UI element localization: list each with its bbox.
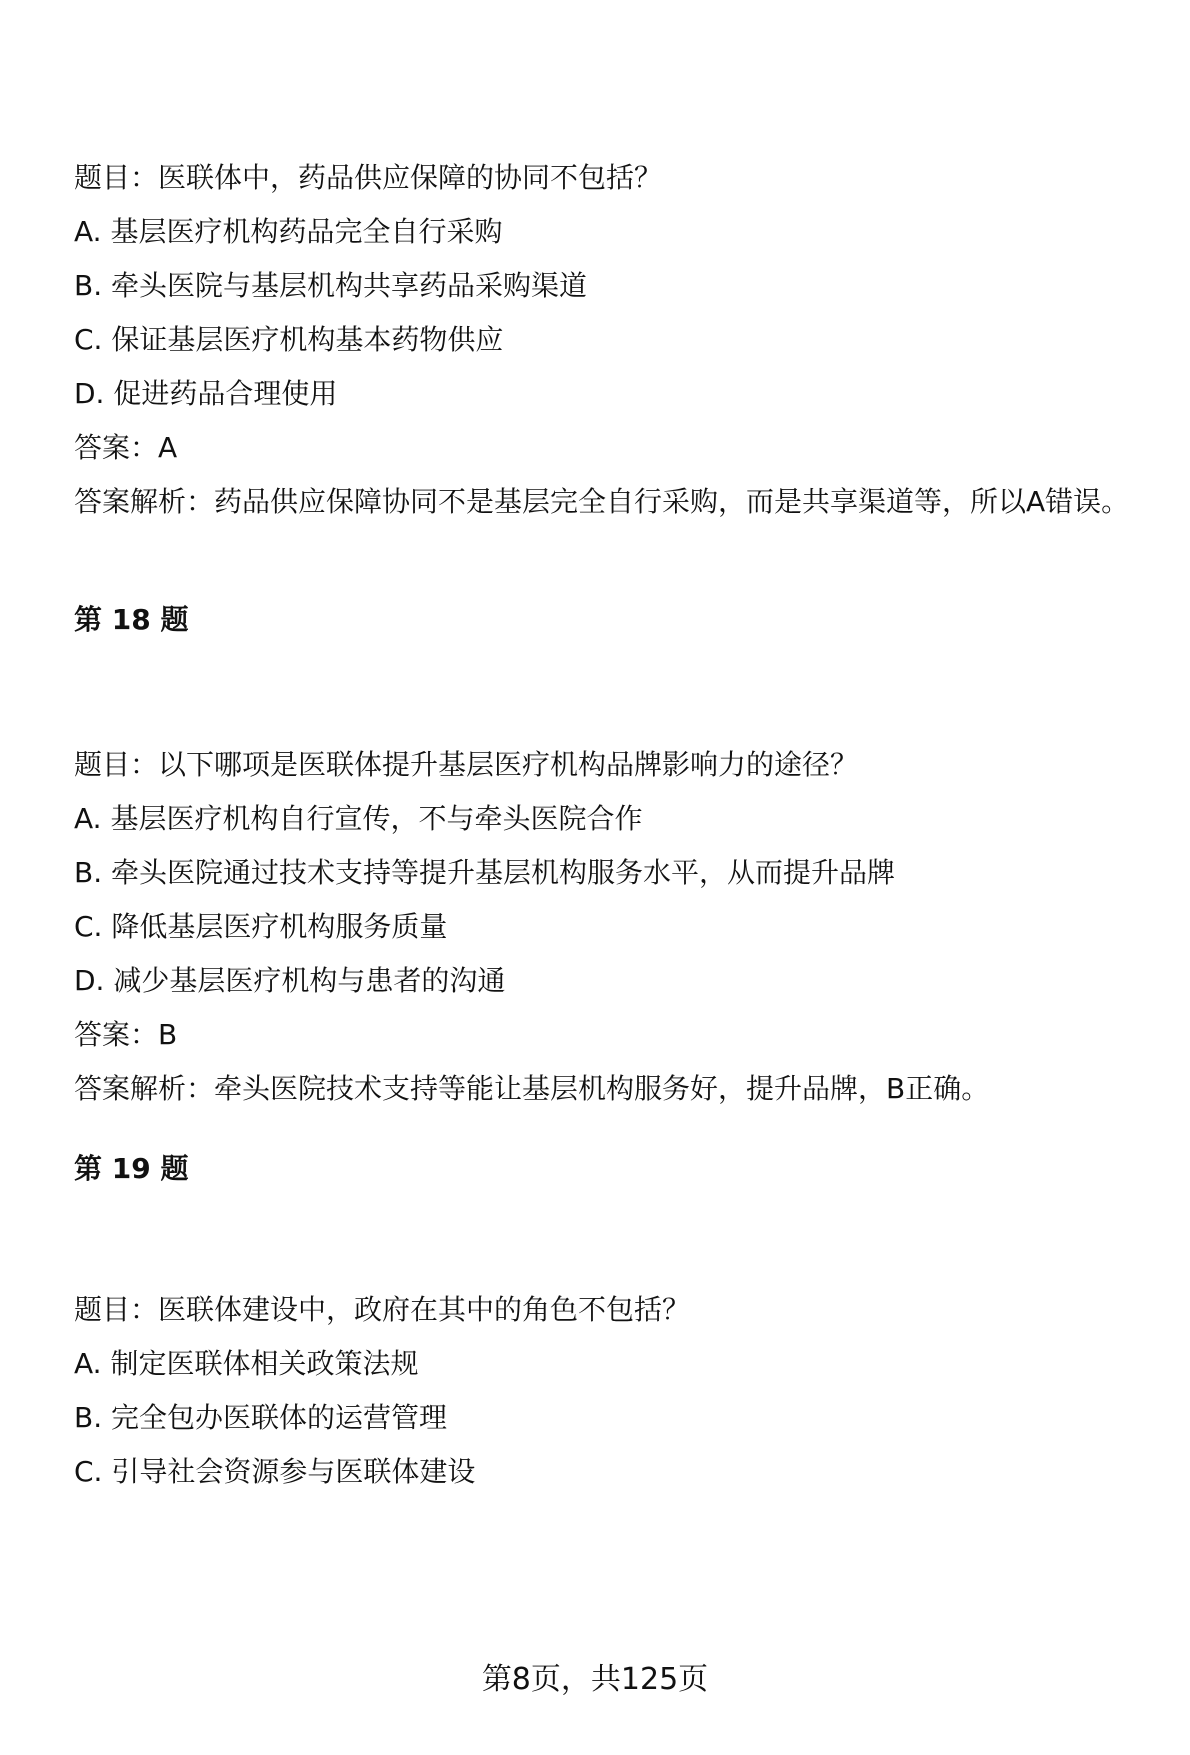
option-b: B. 牵头医院与基层机构共享药品采购渠道 [74,269,588,302]
answer-text: 答案：A [74,431,178,464]
question-text: 题目：医联体建设中，政府在其中的角色不包括？ [74,1293,691,1326]
option-d: D. 减少基层医疗机构与患者的沟通 [74,964,506,997]
page-number-footer: 第8页，共125页 [481,1662,709,1697]
explanation-text: 答案解析：牵头医院技术支持等能让基层机构服务好，提升品牌，B正确。 [74,1072,990,1105]
question-heading: 第 18 题 [74,603,189,636]
question-heading: 第 19 题 [74,1152,189,1185]
option-b: B. 牵头医院通过技术支持等提升基层机构服务水平，从而提升品牌 [74,856,896,889]
option-a: A. 基层医疗机构药品完全自行采购 [74,215,503,248]
option-c: C. 降低基层医疗机构服务质量 [74,910,448,943]
option-c: C. 引导社会资源参与医联体建设 [74,1455,476,1488]
option-c: C. 保证基层医疗机构基本药物供应 [74,323,504,356]
question-text: 题目：医联体中，药品供应保障的协同不包括？ [74,161,663,194]
option-b: B. 完全包办医联体的运营管理 [74,1401,448,1434]
question-text: 题目：以下哪项是医联体提升基层医疗机构品牌影响力的途径？ [74,748,859,781]
option-a: A. 基层医疗机构自行宣传，不与牵头医院合作 [74,802,643,835]
option-d: D. 促进药品合理使用 [74,377,338,410]
answer-text: 答案：B [74,1018,178,1051]
explanation-text: 答案解析：药品供应保障协同不是基层完全自行采购，而是共享渠道等，所以A错误。 [74,485,1130,518]
option-a: A. 制定医联体相关政策法规 [74,1347,419,1380]
